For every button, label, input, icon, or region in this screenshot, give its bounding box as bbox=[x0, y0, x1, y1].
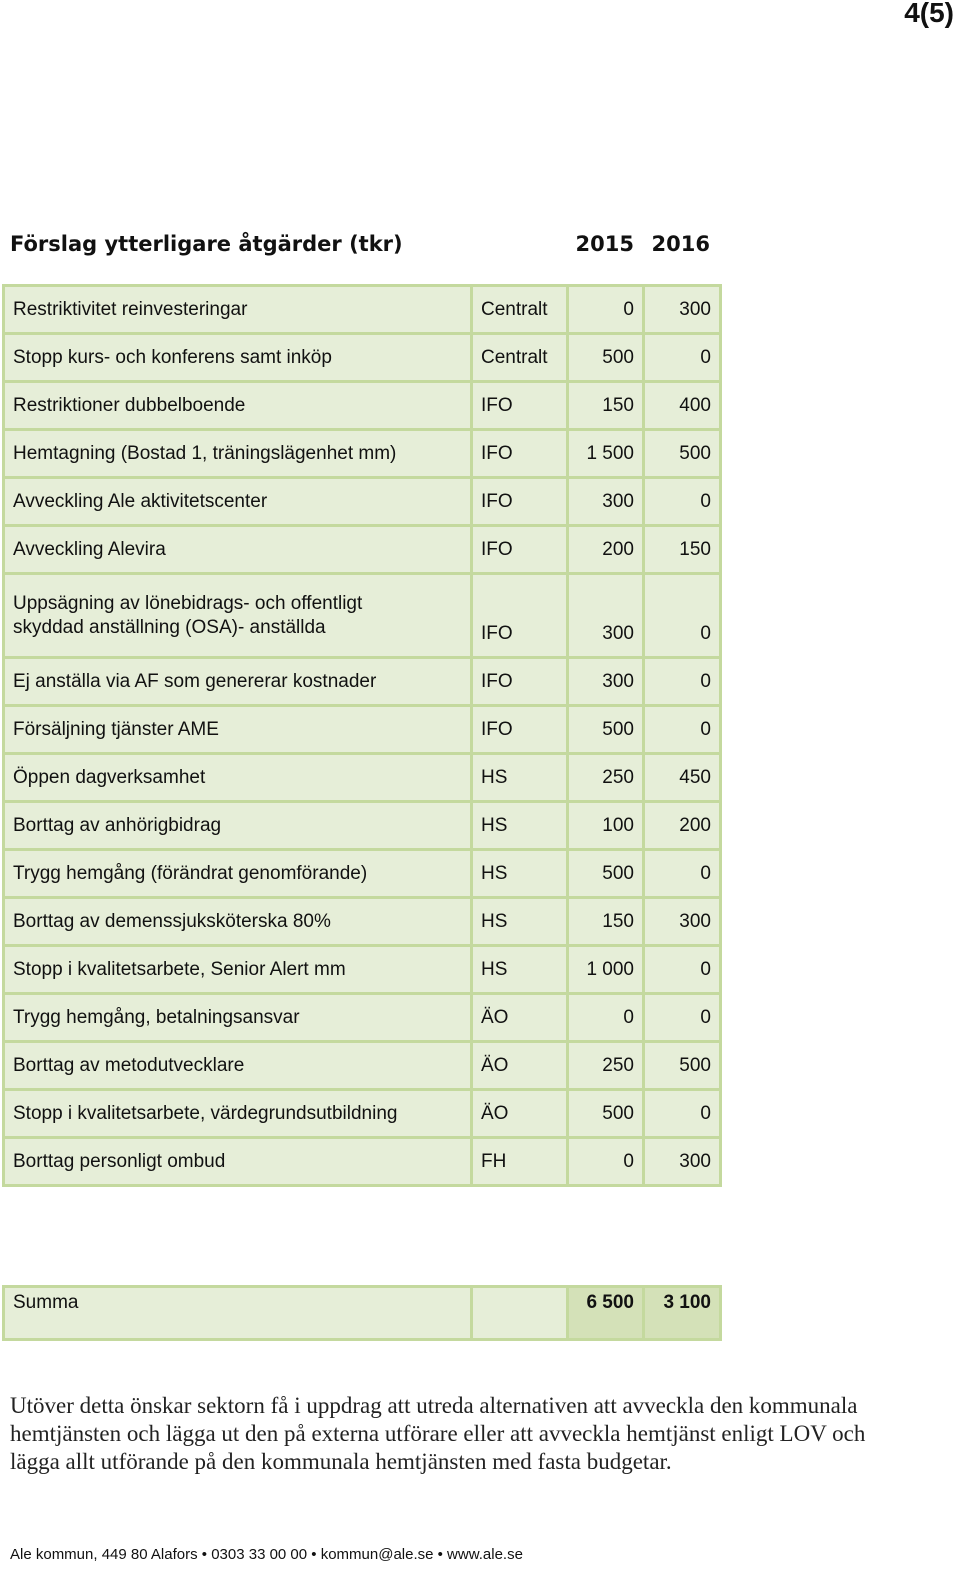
measure-unit: IFO bbox=[472, 478, 568, 526]
table-row bbox=[4, 286, 721, 334]
measure-value-2016: 500 bbox=[644, 430, 721, 478]
measure-unit: HS bbox=[472, 946, 568, 994]
column-header-2016: 2016 bbox=[651, 232, 710, 256]
measure-description: Borttag av anhörigbidrag bbox=[4, 802, 472, 850]
measure-description: Avveckling Ale aktivitetscenter bbox=[4, 478, 472, 526]
measure-value-2015: 1 500 bbox=[568, 430, 644, 478]
measure-unit: HS bbox=[472, 802, 568, 850]
page-number: 4(5) bbox=[904, 0, 954, 28]
table-row bbox=[4, 706, 721, 754]
paragraph-line: lägga allt utförande på den kommunala hemtjänsten med fasta budgetar. bbox=[10, 1449, 672, 1474]
measure-unit: Centralt bbox=[472, 286, 568, 334]
measure-value-2016: 300 bbox=[644, 898, 721, 946]
measure-description-line: skyddad anställning (OSA)- anställda bbox=[13, 616, 326, 638]
table-row bbox=[4, 1042, 721, 1090]
table-title: Förslag ytterligare åtgärder (tkr) bbox=[10, 232, 403, 256]
table-row bbox=[4, 754, 721, 802]
measure-value-2016: 0 bbox=[644, 574, 721, 658]
measure-description: Stopp kurs- och konferens samt inköp bbox=[4, 334, 472, 382]
measure-unit: ÄO bbox=[472, 1090, 568, 1138]
measure-unit: HS bbox=[472, 898, 568, 946]
summa-row bbox=[4, 1287, 721, 1340]
measure-value-2016: 200 bbox=[644, 802, 721, 850]
table-row bbox=[4, 898, 721, 946]
measure-description: Trygg hemgång, betalningsansvar bbox=[4, 994, 472, 1042]
table-heading bbox=[10, 228, 718, 264]
column-header-2015: 2015 bbox=[575, 232, 634, 256]
measure-value-2015: 300 bbox=[568, 478, 644, 526]
measure-value-2016: 0 bbox=[644, 1090, 721, 1138]
measure-value-2016: 300 bbox=[644, 1138, 721, 1186]
summa-value-2015: 6 500 bbox=[568, 1287, 644, 1340]
table-row bbox=[4, 430, 721, 478]
measure-unit: Centralt bbox=[472, 334, 568, 382]
measure-unit: IFO bbox=[472, 526, 568, 574]
measure-unit: ÄO bbox=[472, 994, 568, 1042]
summa-label: Summa bbox=[4, 1287, 472, 1340]
measure-value-2016: 500 bbox=[644, 1042, 721, 1090]
table-row bbox=[4, 802, 721, 850]
table-row bbox=[4, 526, 721, 574]
body-paragraph bbox=[10, 1392, 930, 1476]
measure-value-2015: 0 bbox=[568, 286, 644, 334]
measure-unit: HS bbox=[472, 850, 568, 898]
table-row bbox=[4, 946, 721, 994]
measure-description: Avveckling Alevira bbox=[4, 526, 472, 574]
measure-description: Försäljning tjänster AME bbox=[4, 706, 472, 754]
measure-value-2016: 300 bbox=[644, 286, 721, 334]
measure-value-2015: 500 bbox=[568, 850, 644, 898]
measure-description: Hemtagning (Bostad 1, träningslägenhet mm) bbox=[4, 430, 472, 478]
table-row bbox=[4, 994, 721, 1042]
table-row bbox=[4, 1138, 721, 1186]
measure-unit: IFO bbox=[472, 706, 568, 754]
paragraph-line: Utöver detta önskar sektorn få i uppdrag att utreda alternativen att avveckla den kommunala bbox=[10, 1393, 858, 1418]
measure-description: Stopp i kvalitetsarbete, värdegrundsutbildning bbox=[4, 1090, 472, 1138]
measure-value-2016: 450 bbox=[644, 754, 721, 802]
measure-description: Öppen dagverksamhet bbox=[4, 754, 472, 802]
measure-description: Restriktivitet reinvesteringar bbox=[4, 286, 472, 334]
measure-description: Trygg hemgång (förändrat genomförande) bbox=[4, 850, 472, 898]
measure-description: Borttag av demenssjuksköterska 80% bbox=[4, 898, 472, 946]
table-row bbox=[4, 478, 721, 526]
table-row bbox=[4, 334, 721, 382]
measure-value-2015: 0 bbox=[568, 994, 644, 1042]
measure-value-2015: 250 bbox=[568, 754, 644, 802]
summa-value-2016: 3 100 bbox=[644, 1287, 721, 1340]
measure-value-2015: 1 000 bbox=[568, 946, 644, 994]
page-footer: Ale kommun, 449 80 Alafors • 0303 33 00 00 • kommun@ale.se • www.ale.se bbox=[10, 1546, 523, 1563]
measure-unit: ÄO bbox=[472, 1042, 568, 1090]
measure-value-2016: 0 bbox=[644, 946, 721, 994]
measure-unit: FH bbox=[472, 1138, 568, 1186]
summa-table bbox=[2, 1285, 722, 1341]
measure-value-2016: 0 bbox=[644, 706, 721, 754]
measure-value-2015: 500 bbox=[568, 706, 644, 754]
table-row bbox=[4, 574, 721, 658]
measure-value-2015: 200 bbox=[568, 526, 644, 574]
measure-value-2016: 0 bbox=[644, 334, 721, 382]
measure-description: Borttag av metodutvecklare bbox=[4, 1042, 472, 1090]
measure-value-2016: 0 bbox=[644, 478, 721, 526]
measure-description bbox=[4, 574, 472, 658]
measure-value-2015: 500 bbox=[568, 334, 644, 382]
measure-description: Ej anställa via AF som genererar kostnader bbox=[4, 658, 472, 706]
measure-value-2015: 300 bbox=[568, 574, 644, 658]
measure-value-2015: 0 bbox=[568, 1138, 644, 1186]
measure-value-2016: 150 bbox=[644, 526, 721, 574]
measure-value-2016: 0 bbox=[644, 994, 721, 1042]
measure-unit: IFO bbox=[472, 658, 568, 706]
measure-description: Restriktioner dubbelboende bbox=[4, 382, 472, 430]
paragraph-line: hemtjänsten och lägga ut den på externa utförare eller att avveckla hemtjänst enligt LOV och bbox=[10, 1421, 866, 1446]
measures-table bbox=[2, 284, 722, 1187]
measure-value-2015: 150 bbox=[568, 382, 644, 430]
measure-unit: IFO bbox=[472, 382, 568, 430]
measure-value-2015: 150 bbox=[568, 898, 644, 946]
measure-unit: HS bbox=[472, 754, 568, 802]
measure-description-line: Uppsägning av lönebidrags- och offentligt bbox=[13, 592, 363, 614]
measure-value-2016: 400 bbox=[644, 382, 721, 430]
measure-value-2015: 250 bbox=[568, 1042, 644, 1090]
table-row bbox=[4, 658, 721, 706]
table-row bbox=[4, 382, 721, 430]
measure-value-2015: 100 bbox=[568, 802, 644, 850]
table-row bbox=[4, 1090, 721, 1138]
measure-value-2015: 500 bbox=[568, 1090, 644, 1138]
summa-unit bbox=[472, 1287, 568, 1340]
measure-value-2016: 0 bbox=[644, 658, 721, 706]
measure-unit: IFO bbox=[472, 430, 568, 478]
measure-description: Borttag personligt ombud bbox=[4, 1138, 472, 1186]
measure-unit: IFO bbox=[472, 574, 568, 658]
measure-description: Stopp i kvalitetsarbete, Senior Alert mm bbox=[4, 946, 472, 994]
measure-value-2016: 0 bbox=[644, 850, 721, 898]
measure-value-2015: 300 bbox=[568, 658, 644, 706]
table-row bbox=[4, 850, 721, 898]
